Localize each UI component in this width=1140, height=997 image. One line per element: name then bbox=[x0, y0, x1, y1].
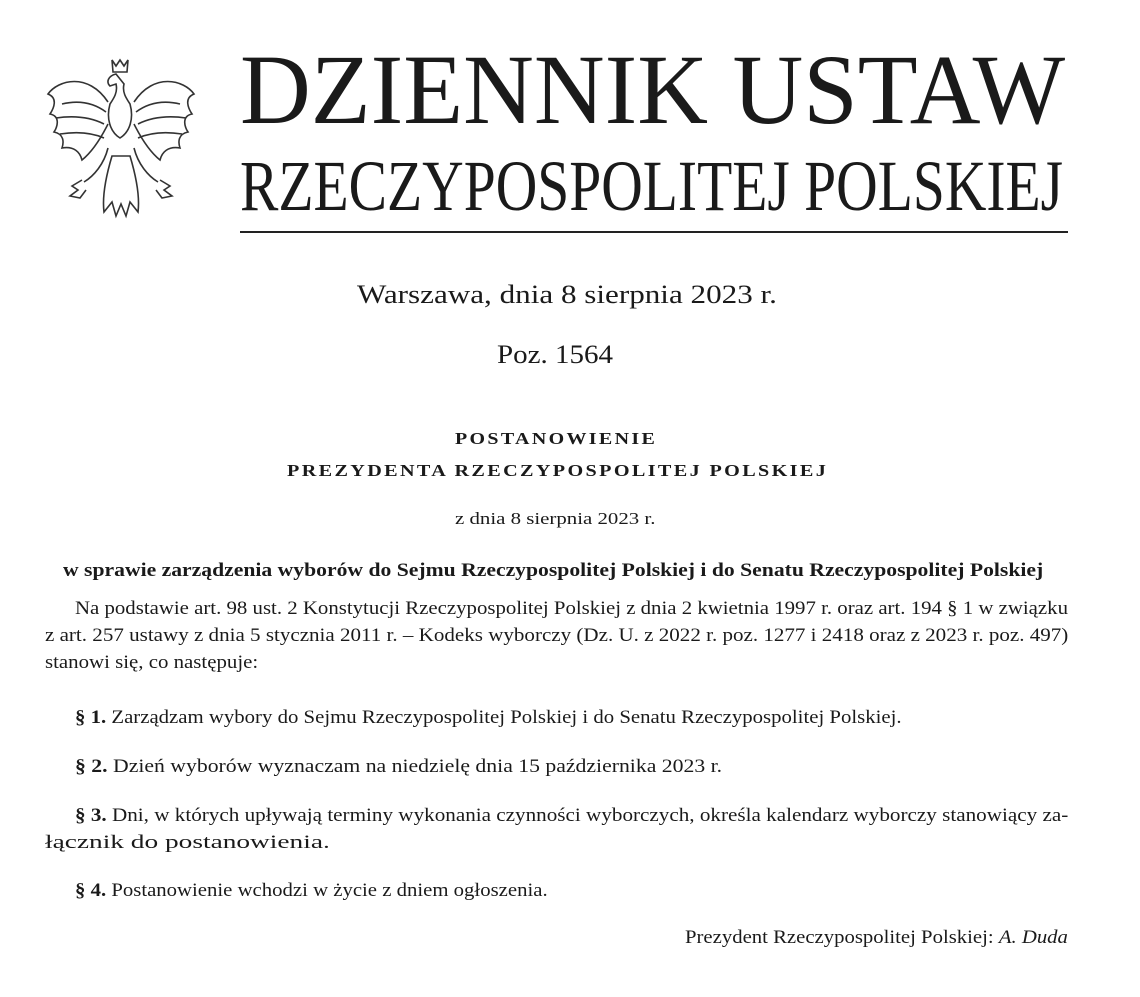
act-subject: w sprawie zarządzenia wyborów do Sejmu Rzeczypospolitej Polskiej i do Senatu Rzeczypospolitej Polskiej bbox=[63, 559, 1044, 581]
section-number: § 3. bbox=[75, 804, 107, 826]
act-date: z dnia 8 sierpnia 2023 r. bbox=[455, 508, 656, 528]
section-2 bbox=[75, 757, 722, 776]
signature bbox=[685, 928, 1068, 947]
masthead-rule bbox=[240, 231, 1068, 233]
section-1 bbox=[75, 708, 902, 727]
section-text: Dni, w których upływają terminy wykonania czynności wyborczych, określa kalendarz wyborczy stanowiący za- bbox=[106, 804, 1069, 826]
section-number: § 2. bbox=[75, 755, 108, 777]
section-number: § 4. bbox=[75, 879, 107, 901]
section-3-continued: łącznik do postanowienia. bbox=[45, 831, 330, 853]
masthead-title: DZIENNIK USTAW bbox=[240, 34, 1066, 145]
preamble-line: z art. 257 ustawy z dnia 5 stycznia 2011 r. – Kodeks wyborczy (Dz. U. z 2022 r. poz. 1277 i 2418 oraz z 2023 r. poz. 497) bbox=[45, 624, 1069, 646]
section-text: Dzień wyborów wyznaczam na niedzielę dnia 15 października 2023 r. bbox=[107, 755, 723, 777]
section-4 bbox=[75, 881, 548, 900]
preamble-line: stanowi się, co następuje: bbox=[45, 651, 259, 673]
masthead-subtitle: RZECZYPOSPOLITEJ POLSKIEJ bbox=[240, 146, 1064, 226]
section-3 bbox=[75, 806, 1068, 825]
section-text: Postanowienie wchodzi w życie z dniem ogłoszenia. bbox=[106, 879, 548, 901]
place-date: Warszawa, dnia 8 sierpnia 2023 r. bbox=[357, 280, 777, 309]
position-number: Poz. 1564 bbox=[497, 340, 613, 369]
signature-name: A. Duda bbox=[998, 926, 1068, 948]
act-issuer: PREZYDENTA RZECZYPOSPOLITEJ POLSKIEJ bbox=[287, 460, 829, 480]
section-number: § 1. bbox=[75, 706, 107, 728]
preamble-line: Na podstawie art. 98 ust. 2 Konstytucji Rzeczypospolitej Polskiej z dnia 2 kwietnia 1997 r. oraz art. 194 § 1 w związku bbox=[75, 597, 1068, 619]
signature-label: Prezydent Rzeczypospolitej Polskiej: bbox=[685, 926, 999, 948]
polish-eagle-emblem-icon bbox=[42, 52, 200, 228]
act-type: POSTANOWIENIE bbox=[455, 428, 658, 448]
section-text: Zarządzam wybory do Sejmu Rzeczypospolitej Polskiej i do Senatu Rzeczypospolitej Polskiej. bbox=[106, 706, 902, 728]
